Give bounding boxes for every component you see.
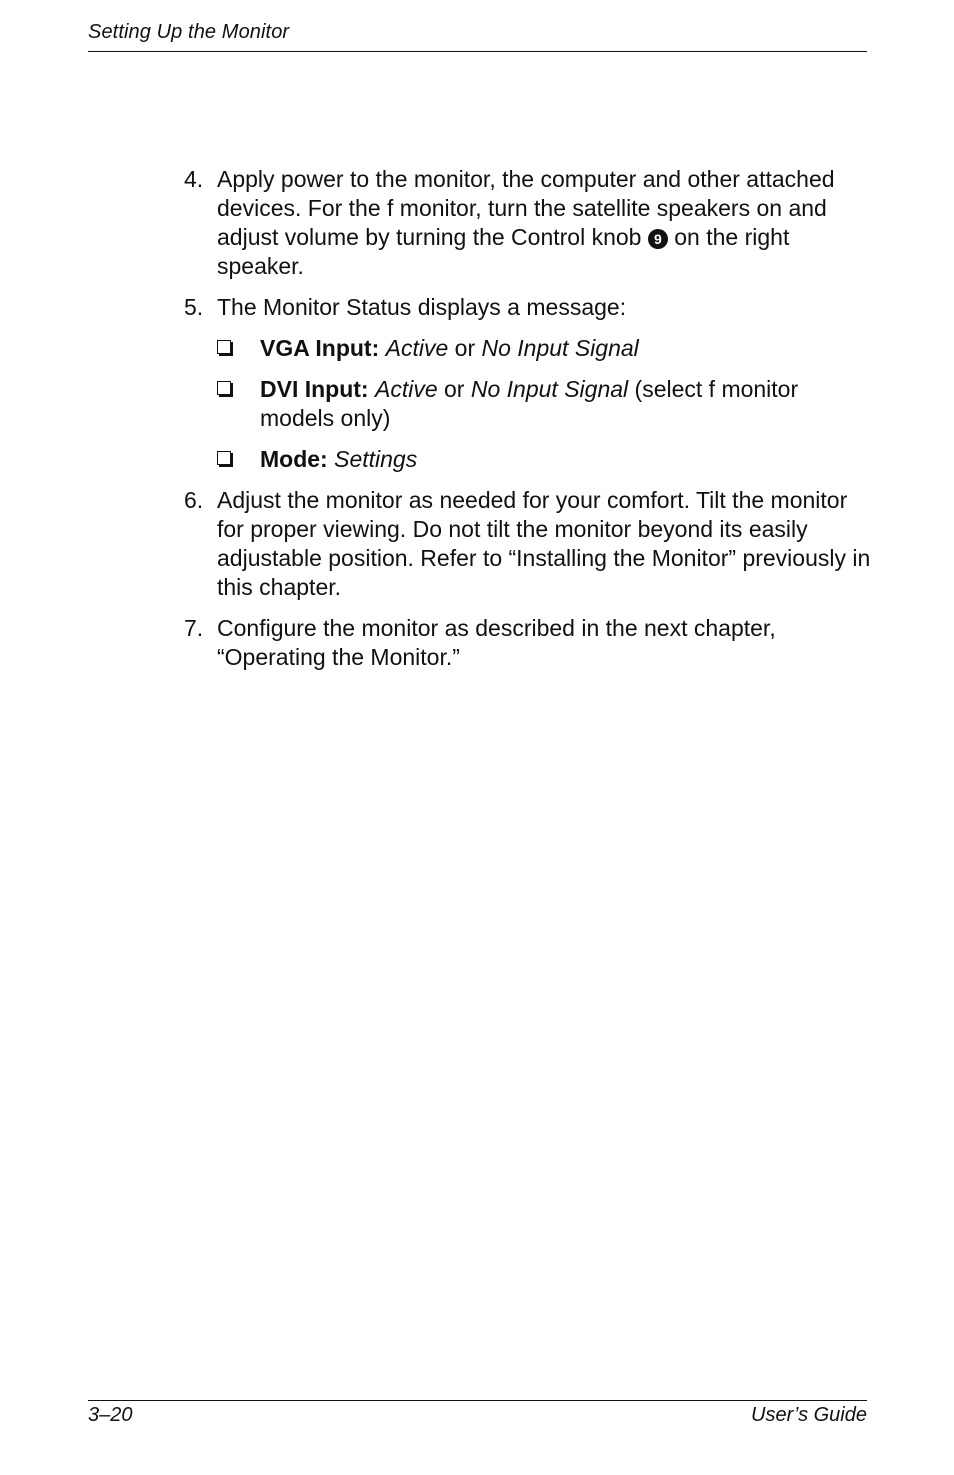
list-item: [217, 375, 874, 433]
step-text: Configure the monitor as described in the next chapter, “Operating the Monitor.”: [217, 615, 776, 670]
step-text-continued: on the right speaker.: [217, 224, 790, 279]
item-value: No Input Signal: [481, 335, 639, 361]
item-label: VGA Input:: [260, 335, 380, 361]
item-joiner: or: [454, 335, 476, 361]
step-7: [184, 614, 874, 672]
page-footer: [88, 1400, 867, 1433]
callout-number-icon: 9: [648, 229, 668, 249]
item-label: DVI Input:: [260, 376, 369, 402]
main-content: [184, 165, 874, 684]
step-text: Apply power to the monitor, the computer and other attached devices. For the f monitor, turn the satellite speakers on and adjust volume by turning the Control knob: [217, 166, 835, 250]
list-item: [217, 334, 874, 363]
item-value: Active: [374, 376, 438, 402]
step-4: [184, 165, 874, 281]
page-header: [88, 20, 867, 52]
step-text: Adjust the monitor as needed for your comfort. Tilt the monitor for proper viewing. Do not tilt the monitor beyond its easily adjustable position. Refer to “Installing the Monitor” previously in this chapter.: [217, 487, 871, 600]
checkbox-bullet-icon: [217, 451, 231, 465]
checkbox-bullet-icon: [217, 340, 231, 354]
checkbox-bullet-icon: [217, 381, 231, 395]
item-label: Mode:: [260, 446, 328, 472]
step-number: 4.: [184, 166, 204, 192]
item-suffix: (select f monitor models only): [260, 376, 799, 431]
item-value: Active: [385, 335, 449, 361]
step-5: [184, 293, 874, 474]
item-joiner: or: [444, 376, 465, 402]
item-value: Settings: [334, 446, 418, 472]
step-number: 6.: [184, 487, 204, 513]
step-text: The Monitor Status displays a message:: [217, 294, 627, 320]
step-6: [184, 486, 874, 602]
header-title: Setting Up the Monitor: [88, 21, 290, 43]
page-number: 3–20: [88, 1404, 133, 1426]
status-message-list: [217, 334, 874, 474]
step-number: 5.: [184, 294, 204, 320]
step-number: 7.: [184, 615, 204, 641]
item-value: No Input Signal: [470, 376, 629, 402]
guide-title: User’s Guide: [751, 1404, 867, 1426]
list-item: [217, 445, 874, 474]
